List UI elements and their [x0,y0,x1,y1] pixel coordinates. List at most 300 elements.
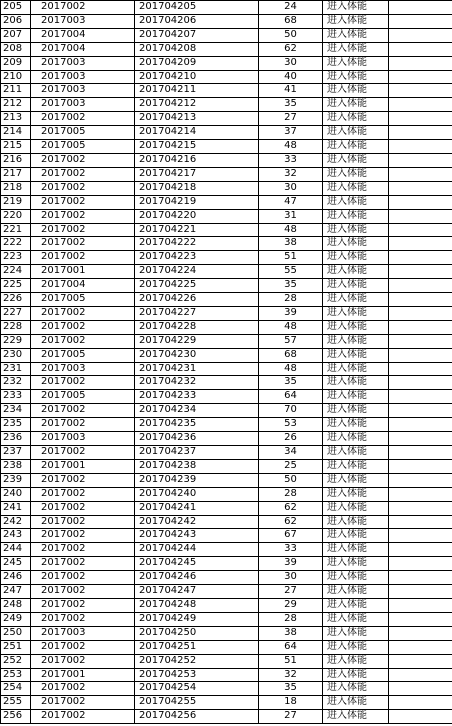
unit-code-cell: 2017003 [31,432,135,446]
status-cell: 进入体能 [323,640,389,654]
status-cell: 进入体能 [323,320,389,334]
ticket-number-cell: 201704206 [135,14,259,28]
unit-code-cell: 2017003 [31,98,135,112]
score-cell: 34 [259,446,323,460]
row-number-cell: 223 [1,251,31,265]
empty-cell [389,237,452,251]
table-row [1,515,452,529]
score-cell: 47 [259,195,323,209]
row-number-cell: 230 [1,348,31,362]
score-cell: 28 [259,612,323,626]
status-cell: 进入体能 [323,279,389,293]
empty-cell [389,418,452,432]
table-row [1,306,452,320]
ticket-number-cell: 201704237 [135,446,259,460]
table-row [1,42,452,56]
ticket-number-cell: 201704251 [135,640,259,654]
ticket-number-cell: 201704230 [135,348,259,362]
ticket-number-cell: 201704213 [135,112,259,126]
score-cell: 40 [259,70,323,84]
unit-code-cell: 2017002 [31,251,135,265]
status-cell: 进入体能 [323,42,389,56]
unit-code-cell: 2017003 [31,84,135,98]
table-row [1,126,452,140]
score-cell: 68 [259,14,323,28]
empty-cell [389,710,452,724]
row-number-cell: 207 [1,28,31,42]
status-cell: 进入体能 [323,432,389,446]
status-cell: 进入体能 [323,181,389,195]
ticket-number-cell: 201704241 [135,501,259,515]
score-cell: 33 [259,153,323,167]
empty-cell [389,1,452,15]
unit-code-cell: 2017004 [31,28,135,42]
status-cell: 进入体能 [323,195,389,209]
ticket-number-cell: 201704211 [135,84,259,98]
table-row [1,390,452,404]
score-cell: 31 [259,209,323,223]
row-number-cell: 209 [1,56,31,70]
table-row [1,195,452,209]
table-row [1,626,452,640]
empty-cell [389,348,452,362]
score-cell: 27 [259,112,323,126]
status-cell: 进入体能 [323,56,389,70]
status-cell: 进入体能 [323,84,389,98]
score-cell: 62 [259,515,323,529]
row-number-cell: 239 [1,473,31,487]
row-number-cell: 213 [1,112,31,126]
empty-cell [389,390,452,404]
score-cell: 68 [259,348,323,362]
status-cell: 进入体能 [323,571,389,585]
score-cell: 25 [259,459,323,473]
row-number-cell: 222 [1,237,31,251]
status-cell: 进入体能 [323,306,389,320]
row-number-cell: 210 [1,70,31,84]
table-row [1,209,452,223]
ticket-number-cell: 201704207 [135,28,259,42]
unit-code-cell: 2017002 [31,487,135,501]
empty-cell [389,126,452,140]
score-cell: 29 [259,598,323,612]
row-number-cell: 247 [1,585,31,599]
empty-cell [389,28,452,42]
row-number-cell: 253 [1,668,31,682]
ticket-number-cell: 201704224 [135,265,259,279]
row-number-cell: 256 [1,710,31,724]
row-number-cell: 251 [1,640,31,654]
table-row [1,140,452,154]
ticket-number-cell: 201704238 [135,459,259,473]
unit-code-cell: 2017005 [31,140,135,154]
unit-code-cell: 2017002 [31,571,135,585]
ticket-number-cell: 201704234 [135,404,259,418]
status-cell: 进入体能 [323,696,389,710]
score-cell: 30 [259,181,323,195]
row-number-cell: 232 [1,376,31,390]
unit-code-cell: 2017001 [31,668,135,682]
status-cell: 进入体能 [323,710,389,724]
unit-code-cell: 2017002 [31,446,135,460]
table-row [1,446,452,460]
empty-cell [389,293,452,307]
score-cell: 57 [259,334,323,348]
row-number-cell: 242 [1,515,31,529]
table-row [1,153,452,167]
empty-cell [389,14,452,28]
status-cell: 进入体能 [323,209,389,223]
unit-code-cell: 2017003 [31,14,135,28]
status-cell: 进入体能 [323,682,389,696]
status-cell: 进入体能 [323,487,389,501]
table-row [1,529,452,543]
ticket-number-cell: 201704255 [135,696,259,710]
empty-cell [389,696,452,710]
table-row [1,557,452,571]
status-cell: 进入体能 [323,14,389,28]
score-cell: 48 [259,140,323,154]
table-row [1,640,452,654]
table-row [1,1,452,15]
row-number-cell: 235 [1,418,31,432]
row-number-cell: 206 [1,14,31,28]
empty-cell [389,112,452,126]
score-cell: 28 [259,487,323,501]
unit-code-cell: 2017005 [31,348,135,362]
ticket-number-cell: 201704229 [135,334,259,348]
unit-code-cell: 2017003 [31,56,135,70]
unit-code-cell: 2017002 [31,654,135,668]
status-cell: 进入体能 [323,70,389,84]
score-cell: 30 [259,571,323,585]
empty-cell [389,320,452,334]
unit-code-cell: 2017002 [31,473,135,487]
row-number-cell: 214 [1,126,31,140]
unit-code-cell: 2017002 [31,682,135,696]
empty-cell [389,334,452,348]
unit-code-cell: 2017004 [31,42,135,56]
status-cell: 进入体能 [323,557,389,571]
ticket-number-cell: 201704252 [135,654,259,668]
table-row [1,682,452,696]
table-row [1,320,452,334]
score-cell: 32 [259,668,323,682]
empty-cell [389,612,452,626]
ticket-number-cell: 201704222 [135,237,259,251]
unit-code-cell: 2017003 [31,70,135,84]
row-number-cell: 234 [1,404,31,418]
ticket-number-cell: 201704223 [135,251,259,265]
status-cell: 进入体能 [323,126,389,140]
ticket-number-cell: 201704233 [135,390,259,404]
status-cell: 进入体能 [323,585,389,599]
status-cell: 进入体能 [323,251,389,265]
row-number-cell: 238 [1,459,31,473]
score-cell: 35 [259,682,323,696]
unit-code-cell: 2017002 [31,515,135,529]
empty-cell [389,223,452,237]
table-row [1,432,452,446]
row-number-cell: 220 [1,209,31,223]
ticket-number-cell: 201704253 [135,668,259,682]
row-number-cell: 216 [1,153,31,167]
score-cell: 51 [259,654,323,668]
ticket-number-cell: 201704254 [135,682,259,696]
status-cell: 进入体能 [323,362,389,376]
ticket-number-cell: 201704209 [135,56,259,70]
table-row [1,84,452,98]
score-cell: 35 [259,376,323,390]
score-cell: 55 [259,265,323,279]
ticket-number-cell: 201704226 [135,293,259,307]
empty-cell [389,376,452,390]
table-row [1,612,452,626]
empty-cell [389,306,452,320]
row-number-cell: 246 [1,571,31,585]
status-cell: 进入体能 [323,515,389,529]
unit-code-cell: 2017002 [31,320,135,334]
unit-code-cell: 2017002 [31,501,135,515]
unit-code-cell: 2017002 [31,167,135,181]
score-cell: 51 [259,251,323,265]
score-cell: 50 [259,28,323,42]
row-number-cell: 211 [1,84,31,98]
status-cell: 进入体能 [323,293,389,307]
table-row [1,668,452,682]
unit-code-cell: 2017002 [31,334,135,348]
empty-cell [389,56,452,70]
table-row [1,56,452,70]
row-number-cell: 218 [1,181,31,195]
unit-code-cell: 2017002 [31,306,135,320]
row-number-cell: 255 [1,696,31,710]
score-cell: 70 [259,404,323,418]
unit-code-cell: 2017002 [31,195,135,209]
score-cell: 67 [259,529,323,543]
status-cell: 进入体能 [323,668,389,682]
ticket-number-cell: 201704231 [135,362,259,376]
empty-cell [389,654,452,668]
score-cell: 37 [259,126,323,140]
status-cell: 进入体能 [323,98,389,112]
empty-cell [389,529,452,543]
unit-code-cell: 2017002 [31,612,135,626]
ticket-number-cell: 201704205 [135,1,259,15]
status-cell: 进入体能 [323,153,389,167]
table-row [1,487,452,501]
row-number-cell: 252 [1,654,31,668]
unit-code-cell: 2017005 [31,293,135,307]
score-cell: 38 [259,626,323,640]
unit-code-cell: 2017002 [31,404,135,418]
status-cell: 进入体能 [323,418,389,432]
unit-code-cell: 2017001 [31,459,135,473]
row-number-cell: 228 [1,320,31,334]
ticket-number-cell: 201704212 [135,98,259,112]
row-number-cell: 229 [1,334,31,348]
empty-cell [389,543,452,557]
row-number-cell: 241 [1,501,31,515]
score-cell: 32 [259,167,323,181]
ticket-number-cell: 201704227 [135,306,259,320]
table-row [1,293,452,307]
row-number-cell: 250 [1,626,31,640]
row-number-cell: 236 [1,432,31,446]
score-cell: 27 [259,710,323,724]
empty-cell [389,598,452,612]
unit-code-cell: 2017002 [31,710,135,724]
ticket-number-cell: 201704210 [135,70,259,84]
empty-cell [389,167,452,181]
row-number-cell: 254 [1,682,31,696]
ticket-number-cell: 201704256 [135,710,259,724]
empty-cell [389,251,452,265]
status-cell: 进入体能 [323,348,389,362]
table-row [1,598,452,612]
table-row [1,223,452,237]
empty-cell [389,626,452,640]
table-row [1,654,452,668]
empty-cell [389,98,452,112]
ticket-number-cell: 201704242 [135,515,259,529]
score-cell: 48 [259,362,323,376]
score-cell: 62 [259,42,323,56]
table-row [1,181,452,195]
table-row [1,279,452,293]
status-cell: 进入体能 [323,543,389,557]
table-row [1,112,452,126]
status-cell: 进入体能 [323,612,389,626]
table-row [1,167,452,181]
status-cell: 进入体能 [323,28,389,42]
unit-code-cell: 2017002 [31,418,135,432]
table-row [1,501,452,515]
unit-code-cell: 2017002 [31,153,135,167]
ticket-number-cell: 201704247 [135,585,259,599]
empty-cell [389,571,452,585]
ticket-number-cell: 201704246 [135,571,259,585]
status-cell: 进入体能 [323,334,389,348]
unit-code-cell: 2017002 [31,209,135,223]
row-number-cell: 245 [1,557,31,571]
status-cell: 进入体能 [323,598,389,612]
row-number-cell: 226 [1,293,31,307]
score-cell: 62 [259,501,323,515]
status-cell: 进入体能 [323,501,389,515]
table-row [1,571,452,585]
score-cell: 39 [259,557,323,571]
status-cell: 进入体能 [323,390,389,404]
score-cell: 38 [259,237,323,251]
empty-cell [389,42,452,56]
score-cell: 39 [259,306,323,320]
ticket-number-cell: 201704236 [135,432,259,446]
status-cell: 进入体能 [323,140,389,154]
empty-cell [389,473,452,487]
empty-cell [389,515,452,529]
table-row [1,28,452,42]
status-cell: 进入体能 [323,265,389,279]
ticket-number-cell: 201704245 [135,557,259,571]
unit-code-cell: 2017003 [31,362,135,376]
empty-cell [389,84,452,98]
score-cell: 64 [259,640,323,654]
table-row [1,265,452,279]
status-cell: 进入体能 [323,473,389,487]
table-row [1,459,452,473]
unit-code-cell: 2017002 [31,640,135,654]
ticket-number-cell: 201704216 [135,153,259,167]
unit-code-cell: 2017002 [31,543,135,557]
row-number-cell: 243 [1,529,31,543]
row-number-cell: 237 [1,446,31,460]
unit-code-cell: 2017002 [31,376,135,390]
status-cell: 进入体能 [323,1,389,15]
unit-code-cell: 2017002 [31,223,135,237]
empty-cell [389,153,452,167]
empty-cell [389,265,452,279]
table-row [1,710,452,724]
score-cell: 33 [259,543,323,557]
table-row [1,362,452,376]
empty-cell [389,446,452,460]
unit-code-cell: 2017002 [31,696,135,710]
empty-cell [389,209,452,223]
ticket-number-cell: 201704239 [135,473,259,487]
table-row [1,418,452,432]
row-number-cell: 221 [1,223,31,237]
unit-code-cell: 2017002 [31,1,135,15]
empty-cell [389,585,452,599]
row-number-cell: 225 [1,279,31,293]
empty-cell [389,140,452,154]
score-cell: 35 [259,279,323,293]
unit-code-cell: 2017002 [31,112,135,126]
status-cell: 进入体能 [323,654,389,668]
ticket-number-cell: 201704228 [135,320,259,334]
ticket-number-cell: 201704249 [135,612,259,626]
score-cell: 53 [259,418,323,432]
unit-code-cell: 2017002 [31,237,135,251]
unit-code-cell: 2017004 [31,279,135,293]
table-row [1,376,452,390]
empty-cell [389,640,452,654]
status-cell: 进入体能 [323,167,389,181]
unit-code-cell: 2017003 [31,626,135,640]
status-cell: 进入体能 [323,376,389,390]
ticket-number-cell: 201704240 [135,487,259,501]
row-number-cell: 224 [1,265,31,279]
ticket-number-cell: 201704219 [135,195,259,209]
score-cell: 18 [259,696,323,710]
empty-cell [389,181,452,195]
table-row [1,237,452,251]
score-cell: 35 [259,98,323,112]
empty-cell [389,279,452,293]
ticket-number-cell: 201704220 [135,209,259,223]
row-number-cell: 227 [1,306,31,320]
ticket-number-cell: 201704248 [135,598,259,612]
status-cell: 进入体能 [323,529,389,543]
empty-cell [389,404,452,418]
row-number-cell: 249 [1,612,31,626]
row-number-cell: 205 [1,1,31,15]
row-number-cell: 233 [1,390,31,404]
score-cell: 41 [259,84,323,98]
ticket-number-cell: 201704221 [135,223,259,237]
row-number-cell: 219 [1,195,31,209]
